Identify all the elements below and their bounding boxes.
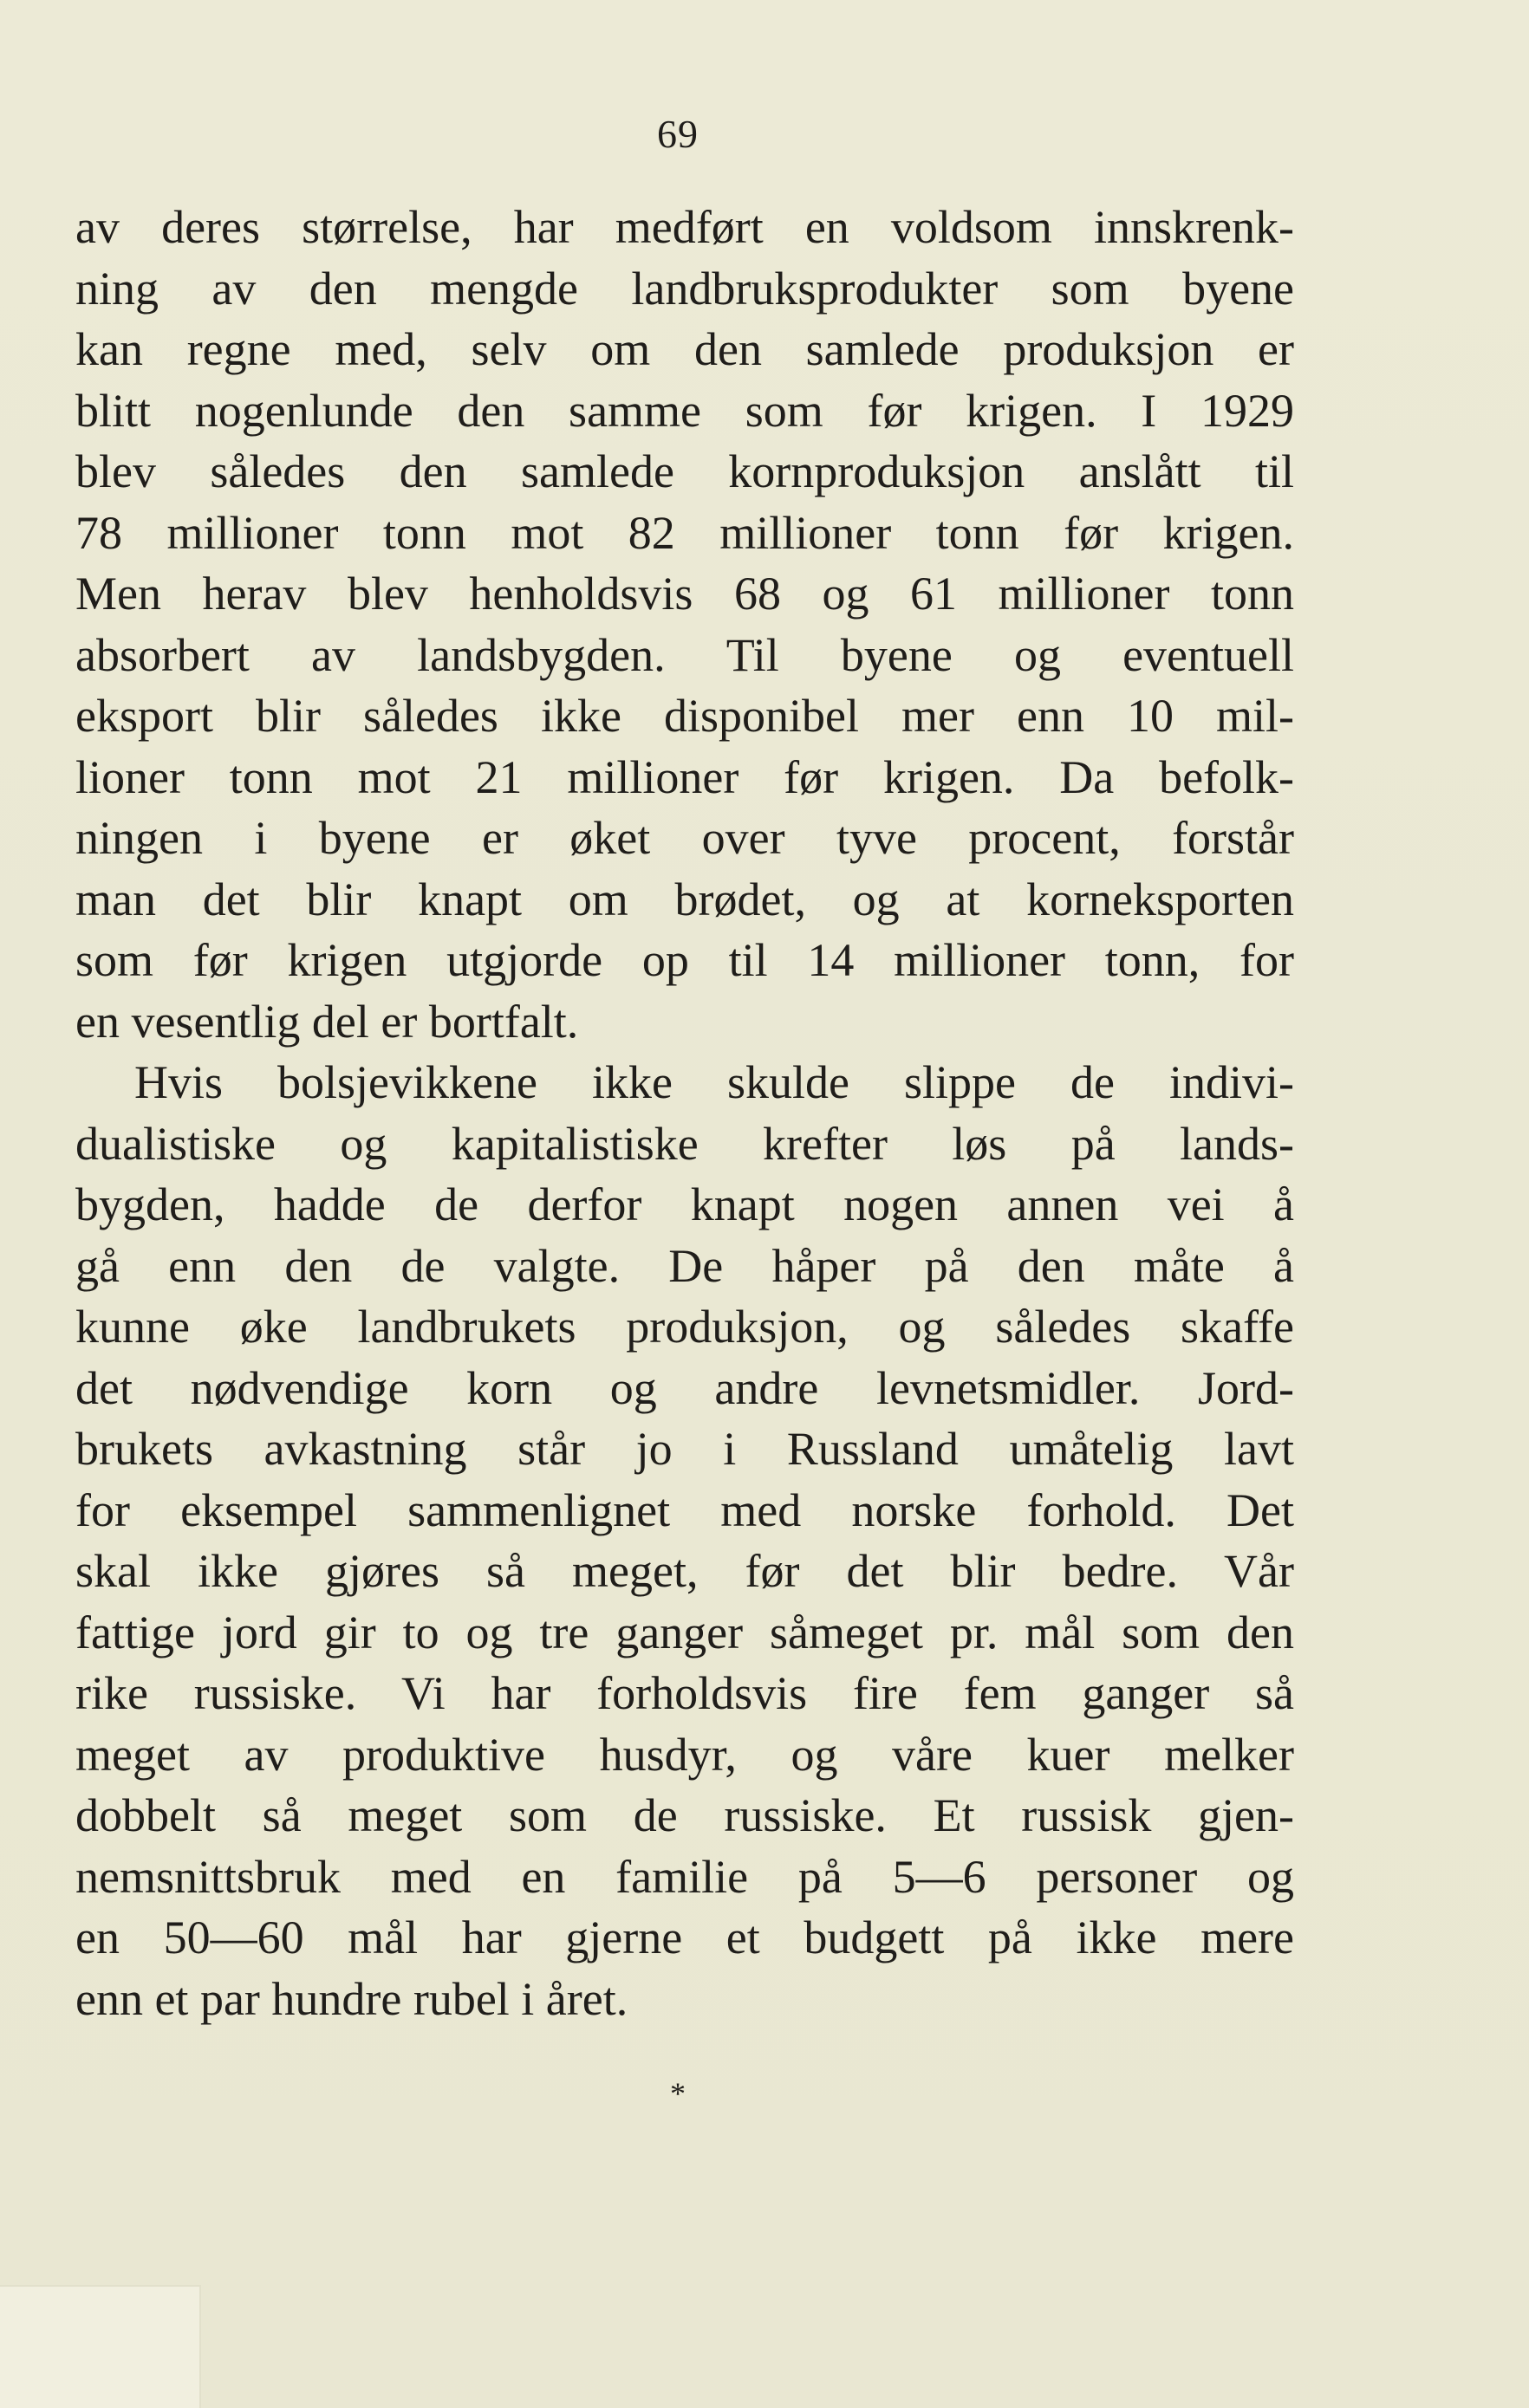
text-line: Men herav blev henholdsvis 68 og 61 millioner tonn <box>75 568 1294 620</box>
text-line: blitt nogenlunde den samme som før krigen. I 1929 <box>75 384 1294 437</box>
text-line: av deres størrelse, har medført en voldsom innskrenk- <box>75 201 1294 253</box>
text-line: ningen i byene er øket over tyve procent, forstår <box>75 812 1294 864</box>
text-line: blev således den samlede kornproduksjon anslått til <box>75 445 1294 497</box>
text-line: for eksempel sammenlignet med norske forhold. Det <box>75 1483 1294 1536</box>
text-line: enn et par hundre rubel i året. <box>75 1972 628 2025</box>
text-line: ning av den mengde landbruksprodukter som byene <box>75 262 1294 315</box>
text-line: kan regne med, selv om den samlede produksjon er <box>75 323 1294 375</box>
text-line: bygden, hadde de derfor knapt nogen annen vei å <box>75 1178 1294 1230</box>
text-line: fattige jord gir to og tre ganger såmeget pr. mål som den <box>75 1606 1294 1658</box>
text-line: rike russiske. Vi har forholdsvis fire fem ganger så <box>75 1667 1294 1719</box>
text-line: dobbelt så meget som de russiske. Et russisk gjen- <box>75 1789 1294 1841</box>
body-text <box>75 197 1294 2029</box>
text-line: eksport blir således ikke disponibel mer enn 10 mil- <box>75 690 1294 742</box>
text-line: skal ikke gjøres så meget, før det blir bedre. Vår <box>75 1545 1294 1597</box>
text-line: en vesentlig del er bortfalt. <box>75 995 579 1048</box>
page-number: 69 <box>657 112 699 156</box>
text-line: kunne øke landbrukets produksjon, og således skaffe <box>75 1301 1294 1353</box>
text-line: brukets avkastning står jo i Russland umåtelig lavt <box>75 1423 1294 1475</box>
section-separator: * <box>670 2076 686 2111</box>
text-line: gå enn den de valgte. De håper på den måte å <box>75 1239 1294 1292</box>
text-line: man det blir knapt om brødet, og at korneksporten <box>75 873 1294 925</box>
text-line: nemsnittsbruk med en familie på 5—6 personer og <box>75 1850 1294 1903</box>
text-line: dualistiske og kapitalistiske krefter løs på lands- <box>75 1117 1294 1170</box>
text-line: lioner tonn mot 21 millioner før krigen. Da befolk- <box>75 750 1294 803</box>
text-line: meget av produktive husdyr, og våre kuer melker <box>75 1728 1294 1781</box>
text-line: det nødvendige korn og andre levnetsmidler. Jord- <box>75 1361 1294 1414</box>
text-line: 78 millioner tonn mot 82 millioner tonn før krigen. <box>75 506 1294 559</box>
text-line: absorbert av landsbygden. Til byene og eventuell <box>75 628 1294 681</box>
text-line: som før krigen utgjorde op til 14 millioner tonn, for <box>75 934 1294 986</box>
text-line: en 50—60 mål har gjerne et budgett på ikke mere <box>75 1911 1294 1963</box>
text-line: Hvis bolsjevikkene ikke skulde slippe de indivi- <box>134 1056 1294 1108</box>
scan-corner-patch <box>0 2285 201 2408</box>
